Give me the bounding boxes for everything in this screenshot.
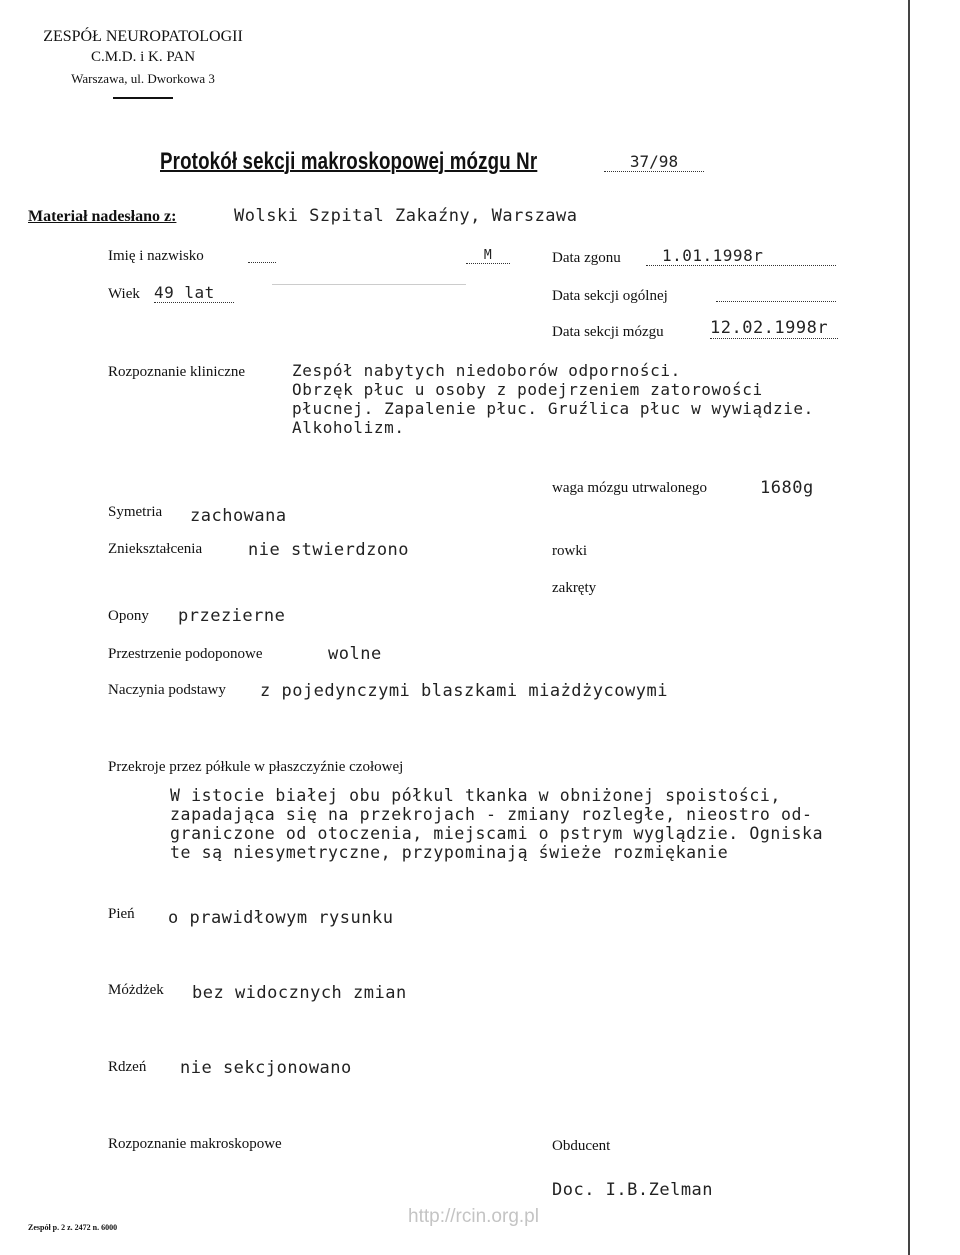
death-date-value: 1.01.1998r xyxy=(646,246,836,266)
sections-line: zapadająca się na przekrojach - zmiany rozległe, nieostro od- xyxy=(170,805,813,824)
sections-line: graniczone od otoczenia, miejscami o pstrym wyglądzie. Ogniska xyxy=(170,824,824,843)
cerebellum-value: bez widocznych zmian xyxy=(192,983,407,1003)
vessels-label: Naczynia podstawy xyxy=(108,682,226,698)
sections-line: W istocie białej obu półkul tkanka w obniżonej spoistości, xyxy=(170,786,781,805)
death-date-label: Data zgonu xyxy=(552,250,621,266)
deformations-label: Zniekształcenia xyxy=(108,541,203,557)
general-autopsy-date-label: Data sekcji ogólnej xyxy=(552,288,668,304)
clinical-line: płucnej. Zapalenie płuc. Gruźlica płuc w wywiądzie. xyxy=(292,399,814,418)
margin-line xyxy=(908,0,910,1255)
material-label: Materiał nadesłano z: xyxy=(28,208,177,225)
name-label: Imię i nazwisko xyxy=(108,248,204,264)
meninges-value: przezierne xyxy=(178,606,286,626)
brain-autopsy-date-label: Data sekcji mózgu xyxy=(552,324,664,340)
sections-line: te są niesymetryczne, przypominają świeże rozmiękanie xyxy=(170,843,729,862)
age-label: Wiek xyxy=(108,286,140,302)
name-dots xyxy=(248,262,276,263)
page-title xyxy=(160,148,537,176)
header-rule xyxy=(113,97,173,99)
subarachnoid-label: Przestrzenie podoponowe xyxy=(108,646,263,662)
gyri-label: zakręty xyxy=(552,580,597,596)
org-line-3: Warszawa, ul. Dworkowa 3 xyxy=(71,71,215,86)
general-autopsy-date-value xyxy=(716,300,836,302)
sex-value: M xyxy=(466,248,510,264)
brain-weight-value: 1680g xyxy=(760,478,814,498)
macro-diagnosis-label: Rozpoznanie makroskopowe xyxy=(108,1136,282,1152)
brain-weight-label: waga mózgu utrwalonego xyxy=(552,480,707,496)
clinical-line: Zespół nabytych niedoborów odporności. xyxy=(292,361,681,380)
autopsy-performer-label: Obducent xyxy=(552,1138,611,1154)
organization-header xyxy=(28,26,258,99)
brainstem-value: o prawidłowym rysunku xyxy=(168,908,394,928)
vessels-value: z pojedynczymi blaszkami miażdżycowymi xyxy=(260,681,668,701)
print-code: Zespół p. 2 z. 2472 n. 6000 xyxy=(28,1223,118,1232)
clinical-diagnosis-label: Rozpoznanie kliniczne xyxy=(108,364,246,380)
deformations-value: nie stwierdzono xyxy=(248,540,410,560)
brain-autopsy-date-value: 12.02.1998r xyxy=(710,318,838,339)
subarachnoid-value: wolne xyxy=(328,644,382,664)
org-line-2: C.M.D. i K. PAN xyxy=(90,49,196,65)
clinical-line: Alkoholizm. xyxy=(292,418,405,437)
sulci-label: rowki xyxy=(552,543,587,559)
org-line-1: ZESPÓŁ NEUROPATOLOGII xyxy=(43,28,243,45)
title-text: Protokół sekcji makroskopowej mózgu Nr xyxy=(160,148,538,175)
protocol-number xyxy=(604,152,704,172)
material-value: Wolski Szpital Zakaźny, Warszawa xyxy=(234,206,578,226)
cerebellum-label: Móżdżek xyxy=(108,982,164,998)
brainstem-label: Pień xyxy=(108,906,135,922)
protocol-number-value: 37/98 xyxy=(629,152,679,171)
meninges-label: Opony xyxy=(108,608,149,624)
clinical-line: Obrzęk płuc u osoby z podejrzeniem zatorowości xyxy=(292,380,763,399)
autopsy-performer-value: Doc. I.B.Zelman xyxy=(552,1180,714,1200)
spinal-cord-value: nie sekcjonowano xyxy=(180,1058,352,1078)
clinical-diagnosis-text xyxy=(292,361,814,437)
sections-label: Przekroje przez półkule w płaszczyźnie czołowej xyxy=(108,759,404,775)
symmetry-value: zachowana xyxy=(190,506,287,526)
watermark: http://rcin.org.pl xyxy=(408,1206,539,1227)
faint-rule xyxy=(272,284,466,285)
symmetry-label: Symetria xyxy=(108,504,163,520)
spinal-cord-label: Rdzeń xyxy=(108,1059,147,1075)
age-value: 49 lat xyxy=(154,283,234,303)
sections-text xyxy=(170,786,823,862)
